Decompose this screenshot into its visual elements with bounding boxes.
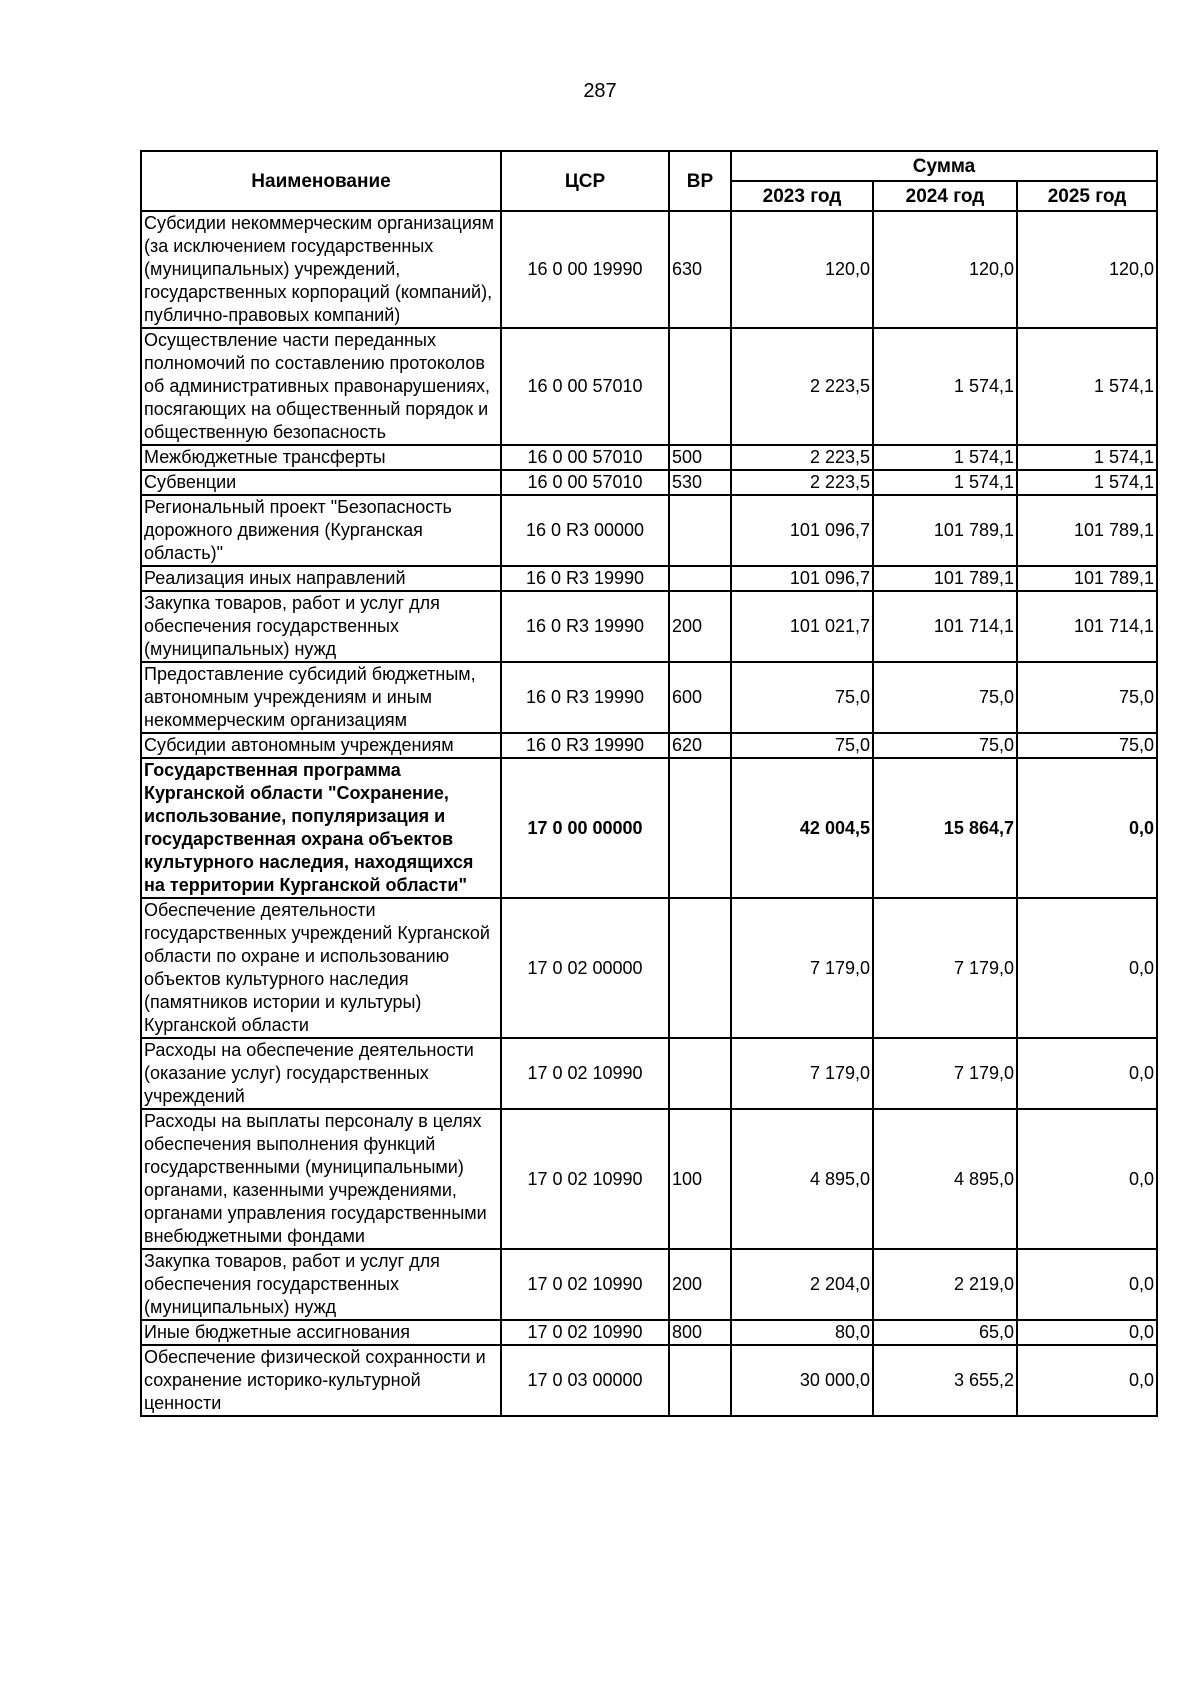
table-row xyxy=(141,662,1157,733)
row-sum-2025: 75,0 xyxy=(1017,733,1157,758)
header-name: Наименование xyxy=(141,151,501,211)
row-csr: 16 0 R3 00000 xyxy=(501,495,669,566)
row-name: Субвенции xyxy=(141,470,501,495)
row-vr xyxy=(669,1038,731,1109)
row-sum-2023: 7 179,0 xyxy=(731,1038,873,1109)
row-sum-2024: 75,0 xyxy=(873,733,1017,758)
row-name: Государственная программа Курганской области "Сохранение, использование, популяризация и государственная охрана объектов культурного наследия, находящихся на территории Курганской области" xyxy=(141,758,501,898)
row-name: Субсидии автономным учреждениям xyxy=(141,733,501,758)
row-sum-2025: 1 574,1 xyxy=(1017,445,1157,470)
row-sum-2024: 7 179,0 xyxy=(873,898,1017,1038)
row-sum-2023: 7 179,0 xyxy=(731,898,873,1038)
row-name: Предоставление субсидий бюджетным, автономным учреждениям и иным некоммерческим организациям xyxy=(141,662,501,733)
row-name: Закупка товаров, работ и услуг для обеспечения государственных (муниципальных) нужд xyxy=(141,591,501,662)
row-sum-2024: 120,0 xyxy=(873,211,1017,328)
row-sum-2025: 0,0 xyxy=(1017,1320,1157,1345)
row-sum-2025: 101 714,1 xyxy=(1017,591,1157,662)
header-2024: 2024 год xyxy=(873,181,1017,211)
table-row xyxy=(141,898,1157,1038)
row-vr: 530 xyxy=(669,470,731,495)
table-row xyxy=(141,758,1157,898)
row-vr xyxy=(669,495,731,566)
row-csr: 17 0 00 00000 xyxy=(501,758,669,898)
row-csr: 17 0 02 10990 xyxy=(501,1109,669,1249)
row-sum-2025: 0,0 xyxy=(1017,1249,1157,1320)
row-name: Межбюджетные трансферты xyxy=(141,445,501,470)
row-sum-2024: 101 789,1 xyxy=(873,495,1017,566)
row-vr: 100 xyxy=(669,1109,731,1249)
header-sum: Сумма xyxy=(731,151,1157,181)
table-row xyxy=(141,328,1157,445)
row-csr: 16 0 00 19990 xyxy=(501,211,669,328)
table-row xyxy=(141,1345,1157,1416)
row-sum-2024: 1 574,1 xyxy=(873,470,1017,495)
row-csr: 16 0 R3 19990 xyxy=(501,591,669,662)
row-name: Закупка товаров, работ и услуг для обеспечения государственных (муниципальных) нужд xyxy=(141,1249,501,1320)
row-vr xyxy=(669,1345,731,1416)
row-name: Расходы на обеспечение деятельности (оказание услуг) государственных учреждений xyxy=(141,1038,501,1109)
table-row xyxy=(141,445,1157,470)
row-sum-2023: 2 204,0 xyxy=(731,1249,873,1320)
table-row xyxy=(141,211,1157,328)
row-sum-2023: 101 096,7 xyxy=(731,566,873,591)
row-sum-2024: 101 714,1 xyxy=(873,591,1017,662)
row-name: Осуществление части переданных полномочий по составлению протоколов об административных правонарушениях, посягающих на общественный порядок и общественную безопасность xyxy=(141,328,501,445)
row-sum-2024: 101 789,1 xyxy=(873,566,1017,591)
row-sum-2024: 2 219,0 xyxy=(873,1249,1017,1320)
row-name: Расходы на выплаты персоналу в целях обеспечения выполнения функций государственными (муниципальными) органами, казенными учреждениями, органами управления государственными внебюджетными фондами xyxy=(141,1109,501,1249)
table-row xyxy=(141,1249,1157,1320)
row-sum-2023: 101 021,7 xyxy=(731,591,873,662)
row-sum-2023: 80,0 xyxy=(731,1320,873,1345)
row-sum-2023: 2 223,5 xyxy=(731,328,873,445)
row-vr xyxy=(669,758,731,898)
row-csr: 17 0 02 10990 xyxy=(501,1038,669,1109)
budget-table xyxy=(140,150,1158,1417)
row-sum-2025: 0,0 xyxy=(1017,898,1157,1038)
row-name: Обеспечение деятельности государственных учреждений Курганской области по охране и использованию объектов культурного наследия (памятников истории и культуры) Курганской области xyxy=(141,898,501,1038)
row-sum-2024: 1 574,1 xyxy=(873,445,1017,470)
table-row xyxy=(141,1320,1157,1345)
row-sum-2023: 42 004,5 xyxy=(731,758,873,898)
row-sum-2024: 3 655,2 xyxy=(873,1345,1017,1416)
table-row xyxy=(141,1109,1157,1249)
table-body xyxy=(141,211,1157,1416)
row-vr xyxy=(669,898,731,1038)
row-sum-2025: 0,0 xyxy=(1017,1345,1157,1416)
table-row xyxy=(141,733,1157,758)
row-sum-2024: 1 574,1 xyxy=(873,328,1017,445)
row-vr: 200 xyxy=(669,591,731,662)
row-name: Субсидии некоммерческим организациям (за исключением государственных (муниципальных) учреждений, государственных корпораций (компаний), публично-правовых компаний) xyxy=(141,211,501,328)
row-vr: 800 xyxy=(669,1320,731,1345)
row-csr: 16 0 R3 19990 xyxy=(501,662,669,733)
row-sum-2025: 0,0 xyxy=(1017,758,1157,898)
table-row xyxy=(141,591,1157,662)
row-sum-2025: 0,0 xyxy=(1017,1038,1157,1109)
row-sum-2023: 75,0 xyxy=(731,662,873,733)
row-sum-2023: 4 895,0 xyxy=(731,1109,873,1249)
row-sum-2023: 75,0 xyxy=(731,733,873,758)
page-number: 287 xyxy=(583,80,617,102)
header-csr: ЦСР xyxy=(501,151,669,211)
row-csr: 17 0 02 10990 xyxy=(501,1249,669,1320)
row-csr: 16 0 R3 19990 xyxy=(501,566,669,591)
row-sum-2023: 2 223,5 xyxy=(731,470,873,495)
row-sum-2025: 101 789,1 xyxy=(1017,566,1157,591)
row-vr: 200 xyxy=(669,1249,731,1320)
row-csr: 16 0 R3 19990 xyxy=(501,733,669,758)
row-sum-2024: 15 864,7 xyxy=(873,758,1017,898)
row-sum-2025: 101 789,1 xyxy=(1017,495,1157,566)
row-sum-2024: 4 895,0 xyxy=(873,1109,1017,1249)
table-row xyxy=(141,1038,1157,1109)
table-row xyxy=(141,470,1157,495)
row-sum-2023: 2 223,5 xyxy=(731,445,873,470)
row-vr: 630 xyxy=(669,211,731,328)
row-name: Реализация иных направлений xyxy=(141,566,501,591)
row-csr: 16 0 00 57010 xyxy=(501,470,669,495)
row-sum-2025: 1 574,1 xyxy=(1017,328,1157,445)
row-csr: 17 0 03 00000 xyxy=(501,1345,669,1416)
row-sum-2025: 120,0 xyxy=(1017,211,1157,328)
row-vr xyxy=(669,328,731,445)
row-sum-2023: 120,0 xyxy=(731,211,873,328)
row-vr xyxy=(669,566,731,591)
row-vr: 600 xyxy=(669,662,731,733)
header-vr: ВР xyxy=(669,151,731,211)
row-sum-2023: 30 000,0 xyxy=(731,1345,873,1416)
row-sum-2025: 1 574,1 xyxy=(1017,470,1157,495)
row-name: Иные бюджетные ассигнования xyxy=(141,1320,501,1345)
table-row xyxy=(141,495,1157,566)
table-row xyxy=(141,566,1157,591)
row-sum-2024: 75,0 xyxy=(873,662,1017,733)
header-2025: 2025 год xyxy=(1017,181,1157,211)
row-name: Региональный проект "Безопасность дорожного движения (Курганская область)" xyxy=(141,495,501,566)
row-name: Обеспечение физической сохранности и сохранение историко-культурной ценности xyxy=(141,1345,501,1416)
row-sum-2025: 0,0 xyxy=(1017,1109,1157,1249)
row-vr: 500 xyxy=(669,445,731,470)
row-sum-2024: 65,0 xyxy=(873,1320,1017,1345)
row-sum-2023: 101 096,7 xyxy=(731,495,873,566)
row-csr: 16 0 00 57010 xyxy=(501,445,669,470)
row-csr: 17 0 02 00000 xyxy=(501,898,669,1038)
row-csr: 17 0 02 10990 xyxy=(501,1320,669,1345)
row-sum-2025: 75,0 xyxy=(1017,662,1157,733)
row-vr: 620 xyxy=(669,733,731,758)
header-2023: 2023 год xyxy=(731,181,873,211)
row-sum-2024: 7 179,0 xyxy=(873,1038,1017,1109)
row-csr: 16 0 00 57010 xyxy=(501,328,669,445)
